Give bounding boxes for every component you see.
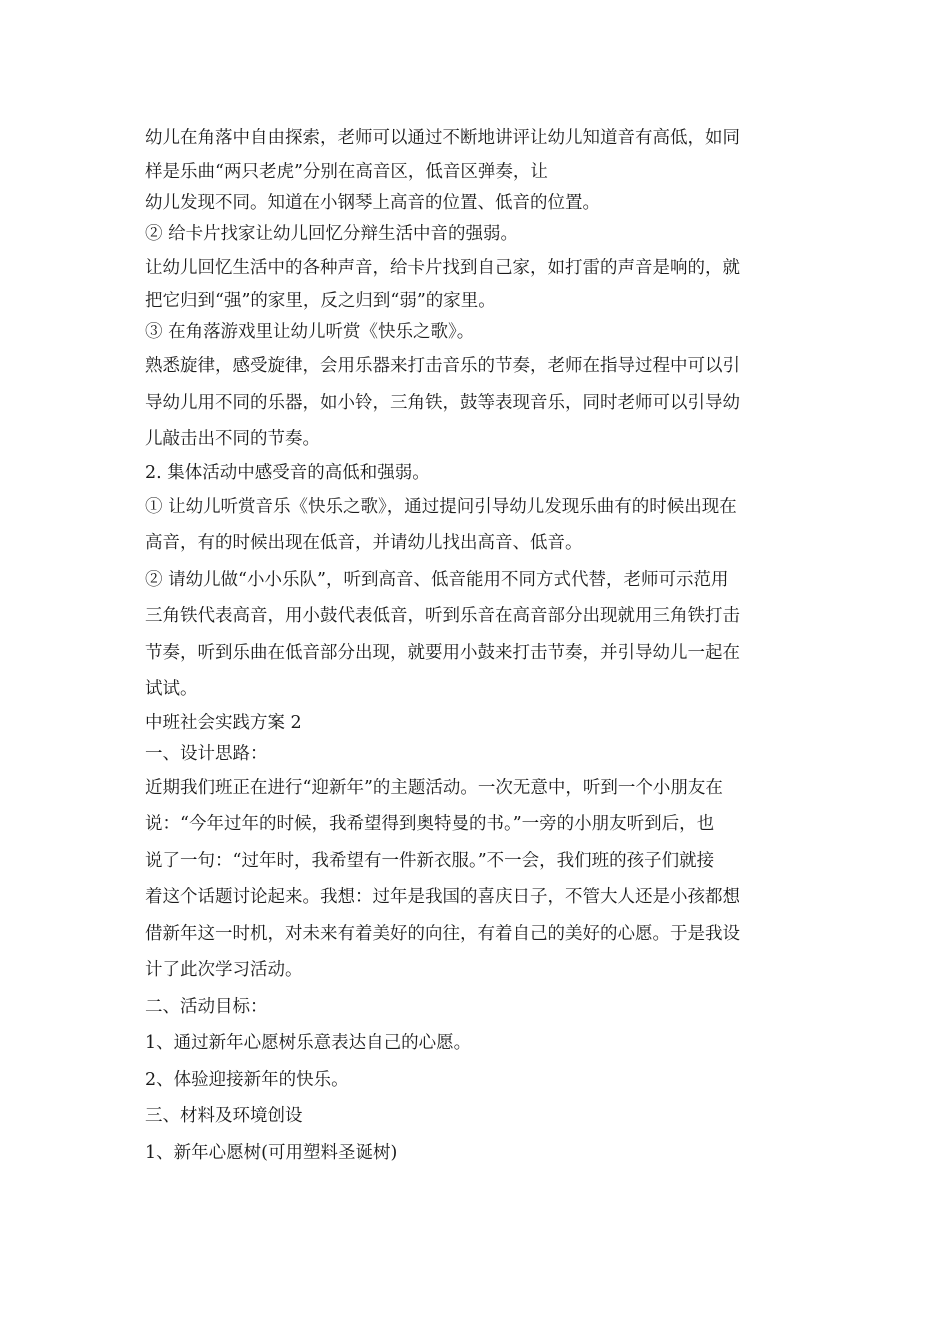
- text-line: 试试。: [145, 679, 198, 699]
- text-line: 儿敲击出不同的节奏。: [145, 429, 320, 449]
- document-title: 中班社会实践方案 2: [145, 712, 302, 733]
- text-line: 幼儿发现不同。知道在小钢琴上高音的位置、低音的位置。: [145, 192, 600, 213]
- section-heading: 三、材料及环境创设: [145, 1106, 303, 1126]
- list-item: ③ 在角落游戏里让幼儿听赏《快乐之歌》。: [145, 322, 475, 342]
- list-item: 2、体验迎接新年的快乐。: [145, 1069, 349, 1090]
- list-item: 1、新年心愿树(可用塑料圣诞树): [145, 1142, 398, 1163]
- text-line: 节奏，听到乐曲在低音部分出现，就要用小鼓来打击节奏，并引导幼儿一起在: [145, 642, 740, 663]
- list-item: ② 给卡片找家让幼儿回忆分辩生活中音的强弱。: [145, 223, 519, 244]
- text-line: 说：“今年过年的时候，我希望得到奥特曼的书。”一旁的小朋友听到后，也: [145, 814, 715, 834]
- text-line: 把它归到“强”的家里，反之归到“弱”的家里。: [145, 291, 496, 311]
- text-line: 说了一句：“过年时，我希望有一件新衣服。”不一会，我们班的孩子们就接: [145, 850, 715, 871]
- list-item: ② 请幼儿做“小小乐队”，听到高音、低音能用不同方式代替，老师可示范用: [145, 569, 729, 590]
- text-line: 幼儿在角落中自由探索，老师可以通过不断地讲评让幼儿知道音有高低，如同: [145, 128, 740, 148]
- text-line: 近期我们班正在进行“迎新年”的主题活动。一次无意中，听到一个小朋友在: [145, 777, 723, 798]
- section-heading: 一、设计思路：: [145, 743, 268, 764]
- list-item: 1、通过新年心愿树乐意表达自己的心愿。: [145, 1033, 472, 1053]
- text-line: 让幼儿回忆生活中的各种声音，给卡片找到自己家，如打雷的声音是响的，就: [145, 257, 740, 278]
- text-line: 借新年这一时机，对未来有着美好的向往，有着自己的美好的心愿。于是我设: [145, 923, 740, 944]
- text-line: 计了此次学习活动。: [145, 960, 303, 980]
- document-body: [145, 120, 810, 1171]
- section-heading: 二、活动目标：: [145, 996, 268, 1017]
- text-line: 导幼儿用不同的乐器，如小铃，三角铁，鼓等表现音乐，同时老师可以引导幼: [145, 392, 740, 413]
- text-line: 三角铁代表高音，用小鼓代表低音，听到乐音在高音部分出现就用三角铁打击: [145, 606, 740, 626]
- text-line: 着这个话题讨论起来。我想：过年是我国的喜庆日子，不管大人还是小孩都想: [145, 887, 740, 907]
- list-item: ① 让幼儿听赏音乐《快乐之歌》，通过提问引导幼儿发现乐曲有的时候出现在: [145, 496, 737, 517]
- text-line: 高音，有的时候出现在低音，并请幼儿找出高音、低音。: [145, 533, 583, 553]
- text-line: 样是乐曲“两只老虎”分别在高音区，低音区弹奏，让: [145, 161, 548, 182]
- text-line: 熟悉旋律，感受旋律，会用乐器来打击音乐的节奏，老师在指导过程中可以引: [145, 356, 740, 376]
- section-heading: 2. 集体活动中感受音的高低和强弱。: [145, 462, 430, 483]
